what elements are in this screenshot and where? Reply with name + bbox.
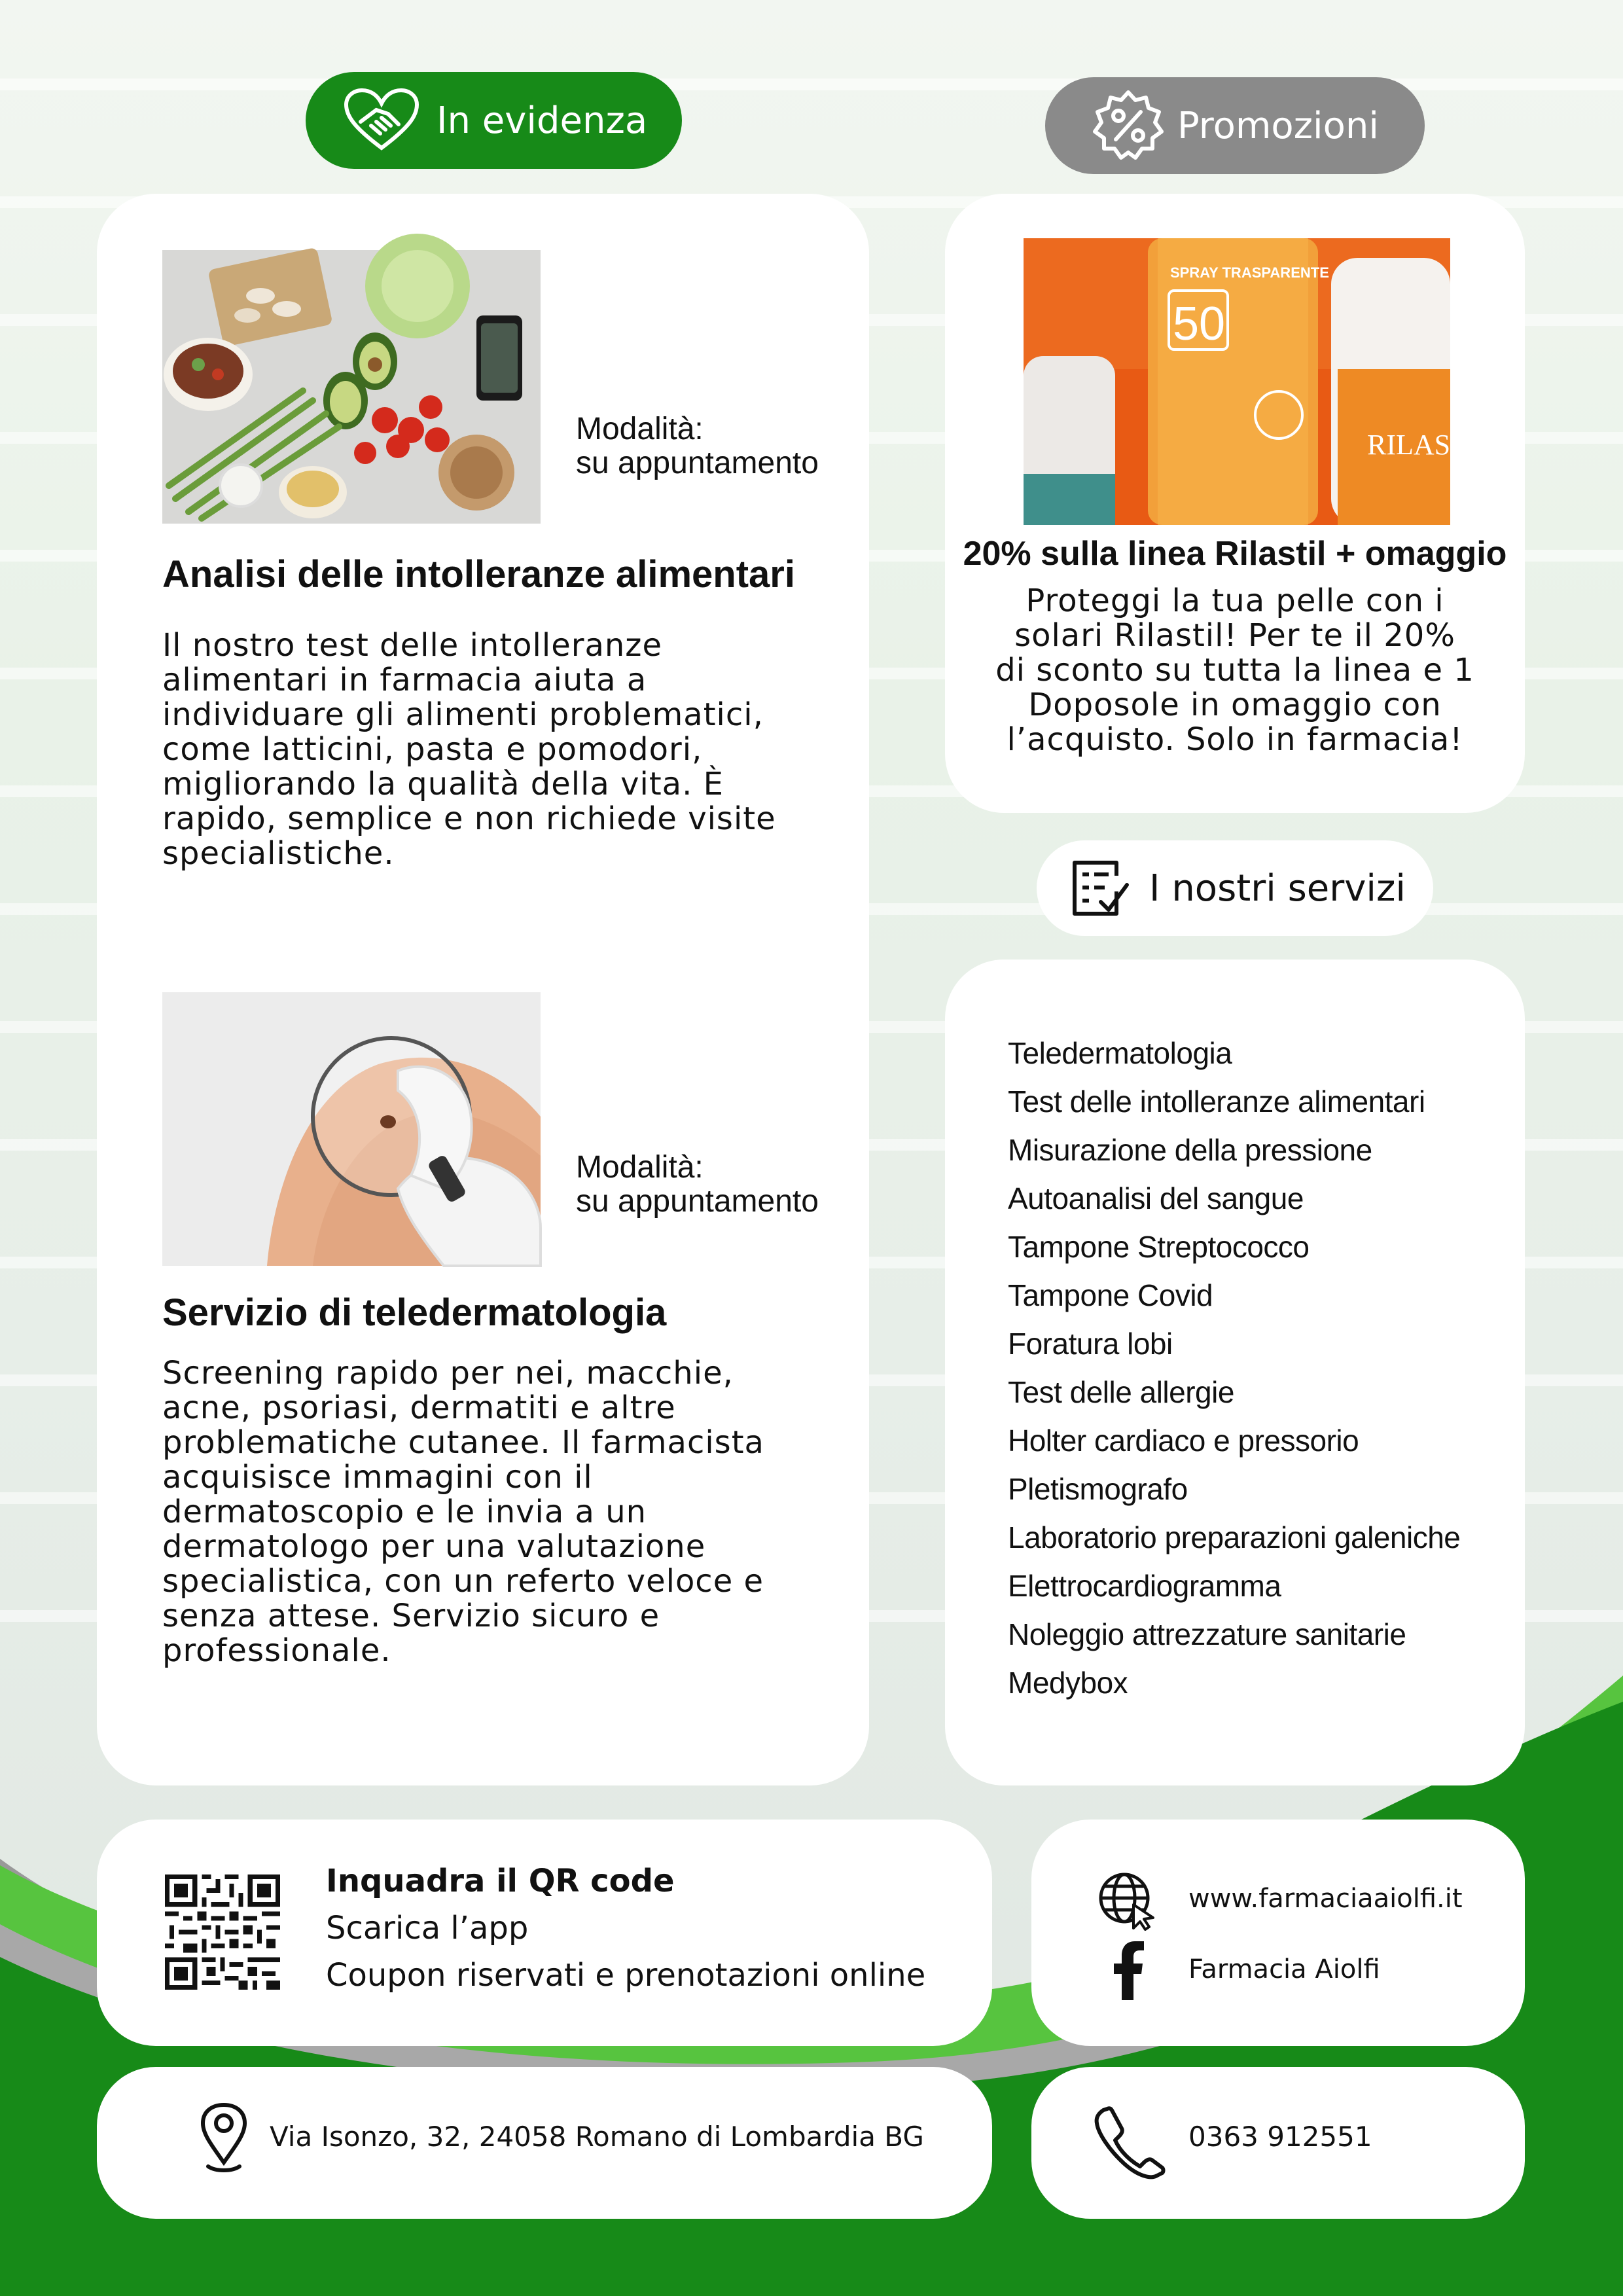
service-item: Tampone Streptococco	[1008, 1230, 1310, 1264]
service-item: Autoanalisi del sangue	[1008, 1181, 1304, 1215]
service-item: Medybox	[1008, 1666, 1128, 1700]
globe-cursor-icon	[1097, 1871, 1157, 1931]
facebook-icon	[1113, 1941, 1144, 2000]
rilastil-product-photo	[1024, 238, 1468, 525]
teledermatology-photo	[162, 992, 541, 1266]
services-list	[1008, 1029, 1460, 1707]
website-link[interactable]: www.farmaciaaiolfi.it	[1188, 1884, 1463, 1914]
featured-header-label: In evidenza	[437, 99, 648, 142]
promo-description: Proteggi la tua pelle con i solari Rilastil! Per te il 20% di sconto su tutta la linea e 1 Doposole in omaggio con l’acquisto. Solo in farmacia!	[995, 583, 1474, 758]
featured-description: Il nostro test delle intolleranze alimentari in farmacia aiuta a individuare gli alimenti problematici, come latticini, pasta e pomodori, migliorando la qualità della vita. È rapido, semplice e non richiede visite specialistiche.	[162, 627, 776, 872]
address-text: Via Isonzo, 32, 24058 Romano di Lombardia BG	[270, 2121, 924, 2153]
phone-number[interactable]: 0363 912551	[1188, 2121, 1372, 2153]
service-item: Laboratorio preparazioni galeniche	[1008, 1520, 1461, 1554]
food-intolerance-photo	[162, 250, 541, 524]
modality-label: Modalità:	[576, 1150, 704, 1185]
checklist-icon	[1071, 859, 1130, 918]
featured-title: Analisi delle intolleranze alimentari	[162, 553, 795, 596]
location-pin-icon	[196, 2102, 251, 2176]
modality-value: su appuntamento	[576, 1184, 819, 1219]
qr-line-app: Scarica l’app	[326, 1910, 529, 1946]
promo-header-pill	[1045, 77, 1425, 174]
service-item: Test delle allergie	[1008, 1375, 1234, 1409]
featured-title: Servizio di teledermatologia	[162, 1291, 667, 1334]
bottle-brand-text: RILAST	[1367, 429, 1468, 461]
qr-title: Inquadra il QR code	[326, 1863, 675, 1899]
featured-description: Screening rapido per nei, macchie, acne, psoriasi, dermatiti e altre problematiche cutanee. Il farmacista acquisisce immagini con il dermatoscopio e le invia a un dermatologo per una valutazione specialistica, con un referto veloce e senza attese. Servizio sicuro e professionale.	[162, 1355, 764, 1669]
handshake-heart-icon	[342, 88, 421, 153]
service-item: Noleggio attrezzature sanitarie	[1008, 1617, 1406, 1651]
service-item: Holter cardiaco e pressorio	[1008, 1424, 1359, 1458]
qr-line-coupon: Coupon riservati e prenotazioni online	[326, 1957, 926, 1994]
phone-icon	[1094, 2106, 1166, 2178]
percent-badge-icon	[1091, 88, 1166, 163]
service-item: Test delle intolleranze alimentari	[1008, 1085, 1425, 1119]
service-item: Teledermatologia	[1008, 1036, 1232, 1070]
modality-label: Modalità:	[576, 412, 704, 446]
services-header-label: I nostri servizi	[1149, 867, 1406, 910]
bottle-spf-text: 50	[1173, 298, 1226, 350]
modality-info	[576, 412, 819, 480]
service-item: Elettrocardiogramma	[1008, 1569, 1281, 1603]
social-card	[1031, 1820, 1525, 2046]
service-item: Foratura lobi	[1008, 1327, 1173, 1361]
service-item: Misurazione della pressione	[1008, 1133, 1372, 1167]
service-item: Pletismografo	[1008, 1472, 1188, 1506]
featured-header-pill	[306, 72, 682, 169]
facebook-link[interactable]: Farmacia Aiolfi	[1188, 1954, 1380, 1984]
qr-code-icon[interactable]	[165, 1874, 280, 1990]
promo-title: 20% sulla linea Rilastil + omaggio	[963, 535, 1507, 573]
services-header-pill	[1037, 840, 1433, 936]
service-item: Tampone Covid	[1008, 1278, 1213, 1312]
bottle-spray-text: SPRAY TRASPARENTE	[1170, 264, 1329, 281]
modality-value: su appuntamento	[576, 446, 819, 480]
modality-info	[576, 1151, 819, 1219]
promo-header-label: Promozioni	[1177, 104, 1379, 147]
